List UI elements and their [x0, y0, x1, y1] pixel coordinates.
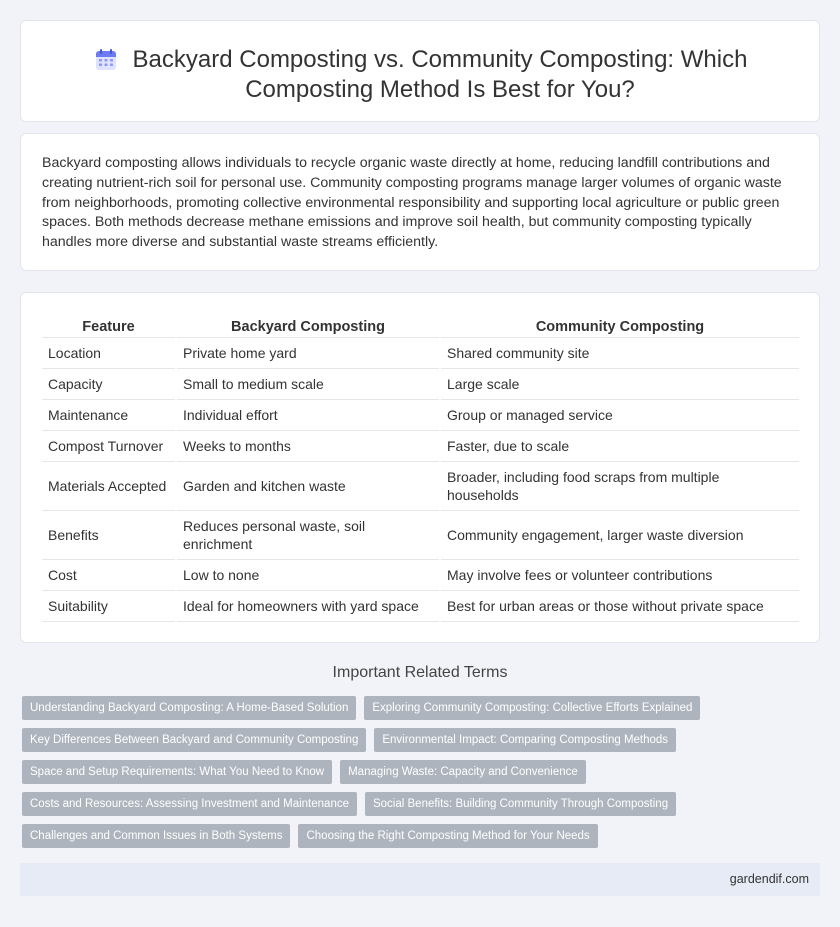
row-feature: Capacity — [42, 368, 176, 399]
row-community: Shared community site — [440, 337, 799, 368]
related-term-tag[interactable]: Key Differences Between Backyard and Community Composting — [22, 728, 366, 752]
table-row — [42, 399, 799, 430]
row-feature: Compost Turnover — [42, 430, 176, 461]
table-row — [42, 368, 799, 399]
related-terms-heading: Important Related Terms — [332, 664, 508, 681]
row-backyard: Weeks to months — [176, 430, 440, 461]
related-term-tag[interactable]: Environmental Impact: Comparing Composting Methods — [374, 728, 676, 752]
table-row — [42, 461, 799, 510]
footer-site[interactable]: gardendif.com — [729, 872, 809, 886]
related-term-tag[interactable]: Social Benefits: Building Community Through Composting — [365, 792, 676, 816]
row-feature: Maintenance — [42, 399, 176, 430]
related-term-tag[interactable]: Understanding Backyard Composting: A Home-Based Solution — [22, 696, 356, 720]
row-feature: Materials Accepted — [42, 461, 176, 510]
row-community: May involve fees or volunteer contributions — [440, 559, 799, 590]
row-feature: Cost — [42, 559, 176, 590]
related-term-tag[interactable]: Challenges and Common Issues in Both Systems — [22, 824, 290, 848]
row-backyard: Low to none — [176, 559, 440, 590]
row-backyard: Private home yard — [176, 337, 440, 368]
related-term-tag[interactable]: Choosing the Right Composting Method for Your Needs — [298, 824, 597, 848]
table-row — [42, 510, 799, 559]
row-community: Broader, including food scraps from multiple households — [440, 461, 799, 510]
related-term-tag[interactable]: Exploring Community Composting: Collective Efforts Explained — [364, 696, 700, 720]
row-backyard: Individual effort — [176, 399, 440, 430]
table-row — [42, 590, 799, 621]
row-community: Best for urban areas or those without private space — [440, 590, 799, 621]
header-backyard: Backyard Composting — [176, 314, 440, 337]
related-term-tag[interactable]: Managing Waste: Capacity and Convenience — [340, 760, 586, 784]
title-card — [20, 20, 820, 122]
row-backyard: Garden and kitchen waste — [176, 461, 440, 510]
row-backyard: Ideal for homeowners with yard space — [176, 590, 440, 621]
table-row — [42, 337, 799, 368]
row-feature: Benefits — [42, 510, 176, 559]
row-community: Group or managed service — [440, 399, 799, 430]
related-term-tag[interactable]: Space and Setup Requirements: What You Need to Know — [22, 760, 332, 784]
header-feature: Feature — [42, 314, 176, 337]
related-terms-list — [22, 696, 812, 856]
summary-card — [20, 133, 820, 271]
page-title: Backyard Composting vs. Community Composting: Which Composting Method Is Best for You? — [132, 46, 748, 103]
row-backyard: Reduces personal waste, soil enrichment — [176, 510, 440, 559]
comparison-table — [42, 314, 799, 622]
table-row — [42, 559, 799, 590]
row-community: Community engagement, larger waste diversion — [440, 510, 799, 559]
row-feature: Location — [42, 337, 176, 368]
summary-text: Backyard composting allows individuals to recycle organic waste directly at home, reducing landfill contributions and creating nutrient-rich soil for personal use. Community composting programs manage larger volumes of organic waste from neighborhoods, promoting collective environmental responsibility and supporting local agriculture or public green spaces. Both methods decrease methane emissions and improve soil health, but community composting typically handles more diverse and substantial waste streams efficiently. — [42, 155, 782, 251]
related-term-tag[interactable]: Costs and Resources: Assessing Investment and Maintenance — [22, 792, 357, 816]
row-backyard: Small to medium scale — [176, 368, 440, 399]
footer — [20, 863, 820, 896]
row-community: Large scale — [440, 368, 799, 399]
row-feature: Suitability — [42, 590, 176, 621]
table-row — [42, 430, 799, 461]
comparison-table-card — [20, 292, 820, 643]
row-community: Faster, due to scale — [440, 430, 799, 461]
header-community: Community Composting — [440, 314, 799, 337]
